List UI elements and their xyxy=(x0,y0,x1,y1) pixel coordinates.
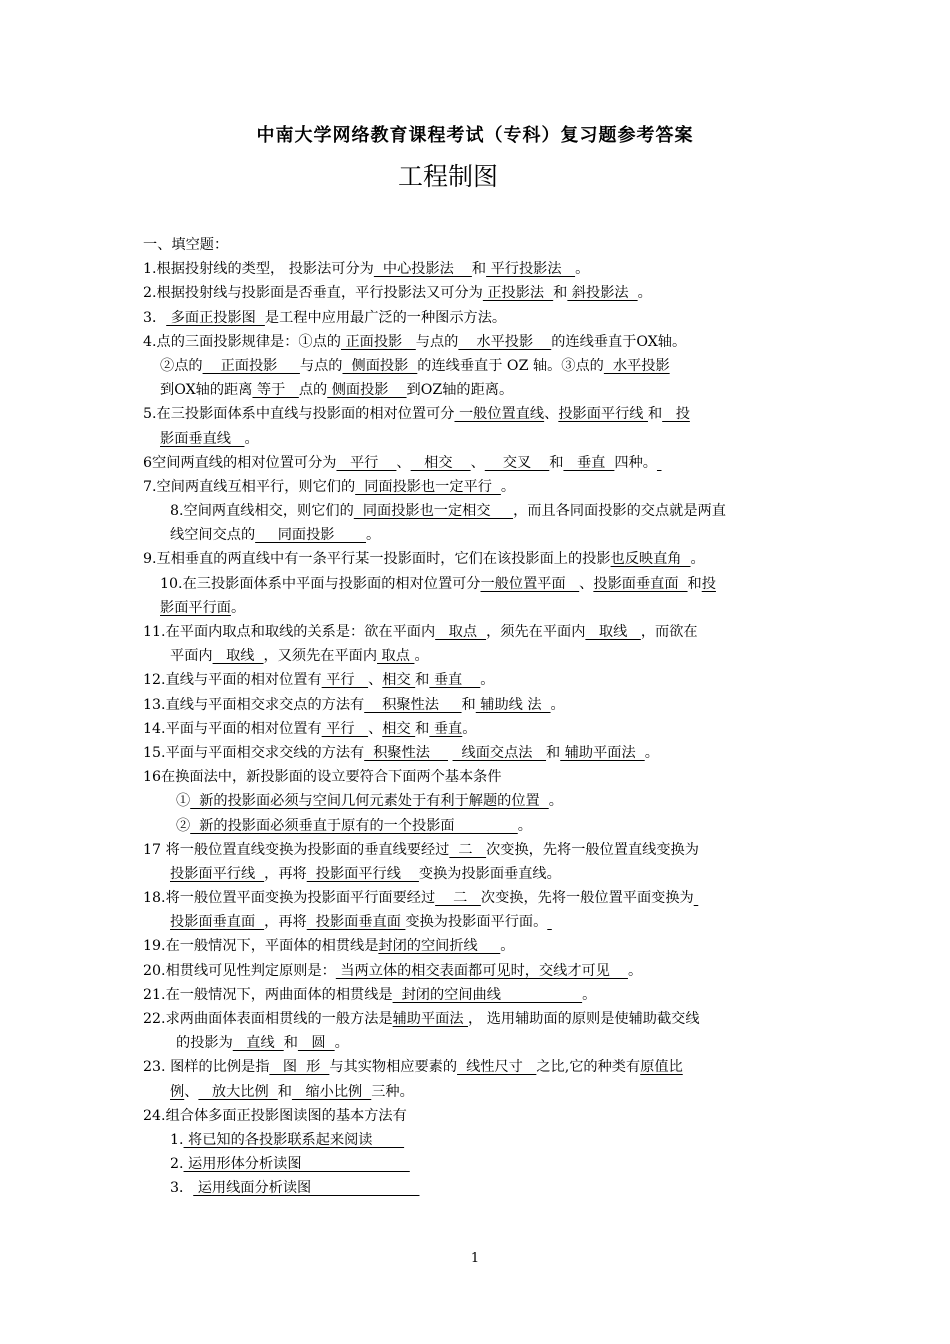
line-text: 3． xyxy=(143,309,167,326)
text-line xyxy=(143,789,810,813)
answer-blank: 投影面平行线 xyxy=(306,865,419,882)
text-line xyxy=(143,1104,810,1128)
line-text: 、 xyxy=(544,406,559,423)
text-line xyxy=(143,281,810,305)
text-line xyxy=(143,741,810,765)
line-text: 2.根据投射线与投影面是否垂直，平行投影法又可分为 xyxy=(143,285,483,302)
answer-blank: 正面投影 xyxy=(202,357,300,374)
line-text: 10.在三投影面体系中平面与投影面的相对位置可分 xyxy=(160,575,481,592)
answer-blank: 平行 xyxy=(336,454,397,471)
line-text: 变换为投影面平行面。 xyxy=(405,914,548,931)
text-line xyxy=(143,765,810,789)
answer-blank: 封闭的空间折线 xyxy=(378,938,501,955)
line-text: 和 xyxy=(277,1083,292,1100)
answer-blank: 平行投影法 xyxy=(486,261,576,278)
line-text: 次变换，先将一般位置平面变换为 xyxy=(480,890,694,907)
line-text: 5.在三投影面体系中直线与投影面的相对位置可分 xyxy=(143,406,455,423)
answer-blank: 正投影法 xyxy=(482,285,554,302)
text-line xyxy=(143,451,810,475)
line-text: 2. xyxy=(170,1156,184,1173)
answer-blank: 等于 xyxy=(252,382,299,399)
answer-blank: 同面投影也一定相交 xyxy=(353,503,514,520)
answer-blank: 平行 xyxy=(321,720,369,737)
text-line xyxy=(143,644,810,668)
answer-blank: 斜投影法 xyxy=(567,285,638,302)
line-text: 和 xyxy=(687,575,702,592)
answer-blank: 相交 xyxy=(410,454,471,471)
answer-blank: 放大比例 xyxy=(198,1083,278,1100)
line-text: 平面内 xyxy=(170,648,213,665)
line-text: 4.点的三面投影规律是：①点的 xyxy=(143,333,341,350)
line-text: ② xyxy=(176,817,191,834)
document-subtitle: 工程制图 xyxy=(397,162,498,191)
line-text: 20.相贯线可见性判定原则是： xyxy=(143,962,336,979)
line-text: 次变换，先将一般位置直线变换为 xyxy=(486,841,699,858)
line-text: 17 将一般位置直线变换为投影面的垂直线要经过 xyxy=(143,841,450,858)
answer-blank: 二 xyxy=(449,841,487,858)
text-line xyxy=(143,596,810,620)
answer-blank: 垂直 xyxy=(429,720,463,737)
line-text: 7.空间两直线互相平行，则它们的 xyxy=(143,478,356,495)
text-line xyxy=(143,1055,810,1079)
line-text: 与点的 xyxy=(299,357,343,374)
line-text: 和 xyxy=(553,285,568,302)
answer-blank: 二 xyxy=(435,890,481,907)
text-line xyxy=(143,523,810,547)
text-line xyxy=(143,306,810,330)
answer-blank: 多面正投影图 xyxy=(166,309,265,326)
answer-blank: 投影面垂直面 xyxy=(170,914,265,931)
line-text: 21.在一般情况下，两曲面体的相贯线是 xyxy=(143,986,393,1003)
line-text: ，而且各同面投影的交点就是两直 xyxy=(513,503,726,520)
answer-blank: 运用形体分析读图 xyxy=(183,1156,410,1173)
text-line xyxy=(143,572,810,596)
line-text: 到OZ轴的距离。 xyxy=(406,382,514,399)
line-text: ，又须先在平面内 xyxy=(263,648,378,665)
line-text: 和 xyxy=(546,744,561,761)
answer-blank: 正面投影 xyxy=(340,333,416,350)
line-text: 。 xyxy=(414,648,429,665)
line-text: 三种。 xyxy=(371,1083,414,1100)
text-line xyxy=(143,814,810,838)
line-text: 、 xyxy=(396,454,411,471)
answer-blank: 取点 xyxy=(377,648,415,665)
text-line xyxy=(143,910,810,934)
answer-blank: 直线 xyxy=(232,1035,284,1052)
line-text: ，而欲在 xyxy=(640,624,698,640)
answer-blank: 侧面投影 xyxy=(342,357,418,374)
answer-blank: 影面平行面 xyxy=(160,599,231,616)
line-text: 和 xyxy=(549,454,564,471)
line-text: 和 xyxy=(415,672,430,689)
answer-blank: 投影面平行线 xyxy=(558,406,648,423)
line-text: 和 xyxy=(471,261,487,278)
answer-blank: 取线 xyxy=(585,624,641,640)
line-text: 6空间两直线的相对位置可分为 xyxy=(143,454,337,471)
text-line xyxy=(143,1128,810,1152)
answer-blank: 一般位置直线 xyxy=(454,406,545,423)
text-line xyxy=(143,620,810,644)
answer-blank: 图 形 xyxy=(269,1059,330,1076)
line-text: 之比,它的种类有 xyxy=(536,1059,641,1076)
answer-blank: 也反映直角 xyxy=(610,551,691,568)
line-text: 与点的 xyxy=(415,333,459,350)
line-text: 。 xyxy=(500,478,516,495)
text-line xyxy=(143,330,810,354)
text-line xyxy=(143,717,810,741)
answer-blank: 辅助平面法 xyxy=(392,1011,469,1027)
answer-blank: 辅助线 法 xyxy=(475,696,551,713)
line-text: 。 xyxy=(517,817,532,834)
line-text: 。 xyxy=(462,720,477,737)
line-text: 16在换面法中，新投影面的设立要符合下面两个基本条件 xyxy=(143,769,502,786)
answer-blank: 一般位置平面 xyxy=(480,575,580,592)
answer-blank: 线面交点法 xyxy=(452,744,547,761)
answer-blank: 垂直 xyxy=(563,454,615,471)
answer-blank: 圆 xyxy=(297,1035,335,1052)
line-text: ① xyxy=(176,793,191,810)
answer-blank: 投影面垂直面 xyxy=(593,575,688,592)
answer-blank: 同面投影 xyxy=(255,527,367,544)
line-text: 的连线垂直于OX轴。 xyxy=(551,333,687,350)
answer-blank: 取点 xyxy=(435,624,487,640)
line-text: 12.直线与平面的相对位置有 xyxy=(143,672,322,689)
line-text: 。 xyxy=(230,599,246,616)
line-text: 一、填空题： xyxy=(143,237,229,253)
line-text: 线空间交点的 xyxy=(170,527,256,544)
line-text: 和 xyxy=(647,406,663,423)
line-text: 、 xyxy=(368,720,383,737)
line-text: 四种。 xyxy=(614,454,657,471)
text-line xyxy=(143,378,810,402)
line-text: 23. 图样的比例是指 xyxy=(143,1059,270,1076)
answer-blank: 同面投影也一定平行 xyxy=(355,478,501,495)
text-line xyxy=(143,257,810,281)
line-text: 。 xyxy=(244,430,259,447)
answer-blank: 垂直 xyxy=(429,672,481,689)
fill-in-questions xyxy=(143,233,810,1201)
line-text: 。 xyxy=(550,696,565,713)
answer-blank: 投 xyxy=(662,406,690,423)
line-text: ， 选用辅助面的原则是使辅助截交线 xyxy=(468,1011,700,1027)
line-text: 、 xyxy=(470,454,485,471)
line-text: 13.直线与平面相交求交点的方法有 xyxy=(143,696,365,713)
line-text: 、 xyxy=(368,672,383,689)
line-text: 的连线垂直于 OZ 轴。③点的 xyxy=(417,357,604,374)
answer-blank: 新的投影面必须与空间几何元素处于有利于解题的位置 xyxy=(190,793,549,810)
text-line xyxy=(143,475,810,499)
line-text: 与其实物相应要素的 xyxy=(329,1059,458,1076)
answer-blank xyxy=(547,914,552,930)
line-text: 。 xyxy=(480,672,495,689)
answer-blank: 积聚性法 xyxy=(364,744,449,761)
line-text: 1. xyxy=(170,1131,184,1148)
answer-blank: 影面垂直线 xyxy=(160,430,245,447)
line-text: 。 xyxy=(644,744,659,761)
answer-blank: 投 xyxy=(701,575,716,592)
answer-blank: 投影面垂直面 xyxy=(306,914,406,931)
line-text: 变换为投影面垂直线。 xyxy=(418,865,561,882)
line-text: 3． xyxy=(170,1180,194,1197)
line-text: 。 xyxy=(582,986,597,1003)
line-text: 。 xyxy=(334,1035,349,1052)
line-text: 。 xyxy=(637,285,652,302)
text-line xyxy=(143,233,810,257)
answer-blank: 侧面投影 xyxy=(327,382,407,399)
text-line xyxy=(143,499,810,523)
text-line xyxy=(143,402,810,426)
text-line xyxy=(143,547,810,571)
answer-blank: 水平投影 xyxy=(603,357,670,374)
text-line xyxy=(143,693,810,717)
line-text: 。 xyxy=(627,962,643,979)
answer-blank: 中心投影法 xyxy=(373,261,472,278)
answer-blank xyxy=(694,890,699,906)
text-line xyxy=(143,1031,810,1055)
answer-blank: 平行 xyxy=(321,672,369,689)
text-line xyxy=(143,959,810,983)
text-line xyxy=(143,1080,810,1104)
answer-blank: 交叉 xyxy=(484,454,550,471)
line-text: 9.互相垂直的两直线中有一条平行某一投影面时，它们在该投影面上的投影 xyxy=(143,551,611,568)
line-text: ，须先在平面内 xyxy=(486,624,586,640)
line-text: 22.求两曲面体表面相贯线的一般方法是 xyxy=(143,1011,393,1027)
line-text: 11.在平面内取点和取线的关系是：欲在平面内 xyxy=(143,624,436,640)
text-line xyxy=(143,427,810,451)
line-text: 和 xyxy=(283,1035,298,1052)
line-text: 。 xyxy=(548,793,563,810)
line-text: 点的 xyxy=(298,382,328,399)
answer-blank: 投影面平行线 xyxy=(170,865,265,882)
answer-blank: 缩小比例 xyxy=(291,1083,372,1100)
text-line xyxy=(143,934,810,958)
answer-blank: 相交 xyxy=(382,720,416,737)
answer-blank: 线性尺寸 xyxy=(457,1059,537,1076)
answer-blank: 将已知的各投影联系起来阅读 xyxy=(183,1131,405,1148)
text-line xyxy=(143,668,810,692)
line-text: 。 xyxy=(575,261,590,278)
line-text: 、 xyxy=(579,575,594,592)
line-text: 19.在一般情况下，平面体的相贯线是 xyxy=(143,938,379,955)
line-text: ②点的 xyxy=(160,357,203,374)
text-line xyxy=(143,1152,810,1176)
answer-blank: 运用线面分析读图 xyxy=(193,1180,420,1197)
answer-blank: 例 xyxy=(170,1083,185,1100)
line-text: 和 xyxy=(415,720,430,737)
answer-blank: 积聚性法 xyxy=(364,696,462,713)
line-text: ，再将 xyxy=(264,865,307,882)
answer-blank: 相交 xyxy=(382,672,416,689)
answer-blank: 取线 xyxy=(212,648,264,665)
line-text: 18.将一般位置平面变换为投影面平行面要经过 xyxy=(143,890,436,907)
line-text: 和 xyxy=(461,696,476,713)
line-text: 1.根据投射线的类型， 投影法可分为 xyxy=(143,261,374,278)
line-text: 。 xyxy=(366,527,381,544)
line-text: 到OX轴的距离 xyxy=(160,382,253,399)
text-line xyxy=(143,838,810,862)
line-text: 。 xyxy=(690,551,705,568)
line-text: 的投影为 xyxy=(176,1035,233,1052)
text-line xyxy=(143,983,810,1007)
text-line xyxy=(143,354,810,378)
text-line xyxy=(143,886,810,910)
line-text: ，再将 xyxy=(264,914,307,931)
answer-blank: 封闭的空间曲线 xyxy=(392,986,583,1003)
answer-blank: 水平投影 xyxy=(458,333,552,350)
answer-blank: 辅助平面法 xyxy=(560,744,645,761)
page-number: 1 xyxy=(470,1251,480,1266)
line-text: 是工程中应用最广泛的一种图示方法。 xyxy=(264,309,507,326)
text-line xyxy=(143,1176,810,1200)
answer-blank: 原值比 xyxy=(640,1059,683,1076)
line-text: 、 xyxy=(184,1083,199,1100)
answer-blank xyxy=(657,455,662,471)
answer-blank: 新的投影面必须垂直于原有的一个投影面 xyxy=(190,817,518,834)
line-text: 14.平面与平面的相对位置有 xyxy=(143,720,322,737)
text-line xyxy=(143,862,810,886)
answer-blank: 当两立体的相交表面都可见时，交线才可见 xyxy=(335,962,628,979)
line-text: 24.组合体多面正投影图读图的基本方法有 xyxy=(143,1107,407,1124)
line-text: 。 xyxy=(500,938,515,955)
document-title: 中南大学网络教育课程考试（专科）复习题参考答案 xyxy=(256,125,694,146)
line-text: 15.平面与平面相交求交线的方法有 xyxy=(143,744,365,761)
line-text: 8.空间两直线相交，则它们的 xyxy=(170,503,354,520)
text-line xyxy=(143,1007,810,1031)
